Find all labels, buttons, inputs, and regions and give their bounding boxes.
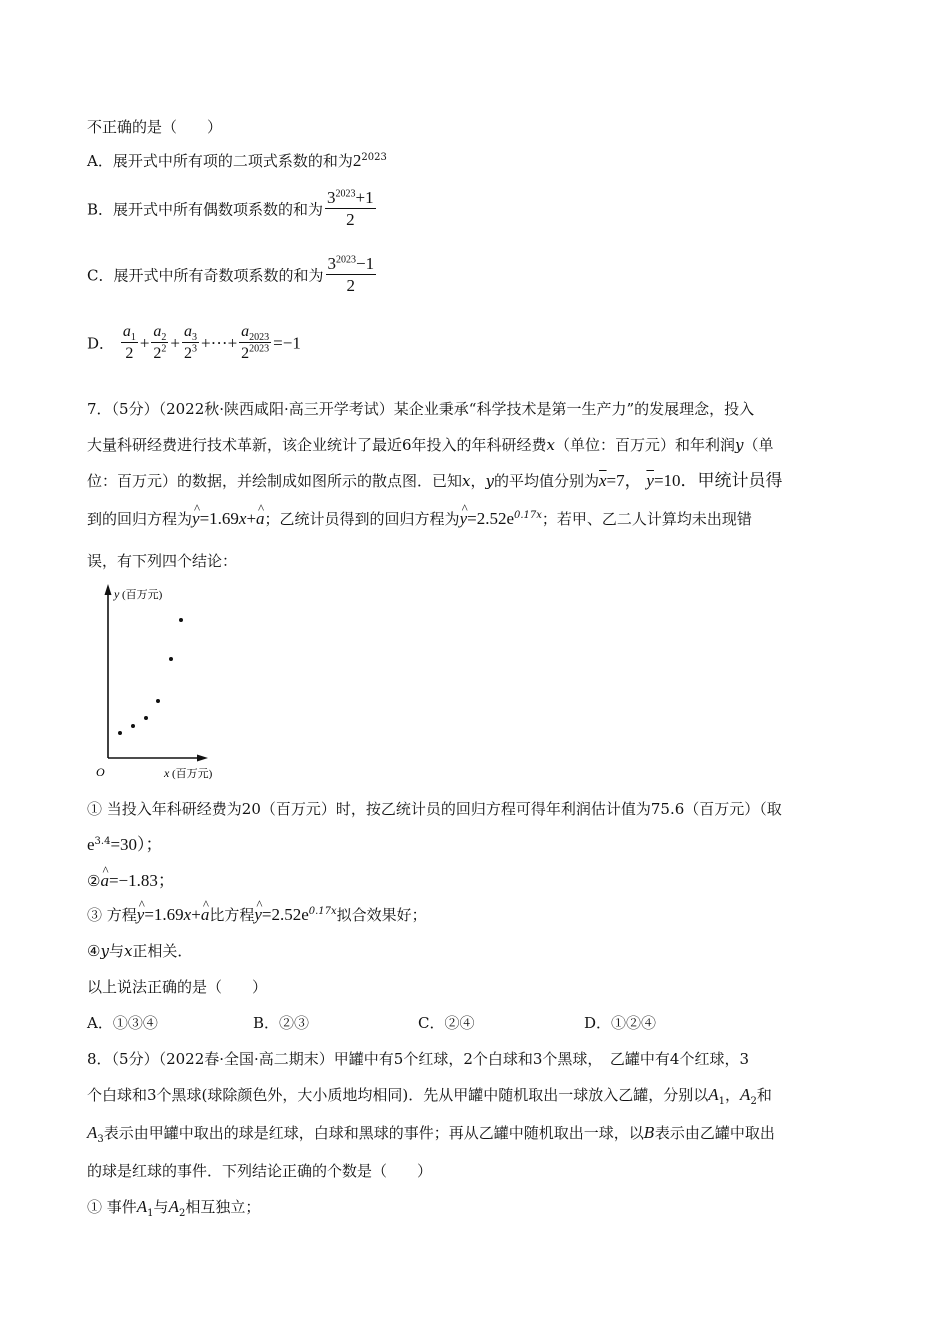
q7-conclusion-2 [87,870,175,892]
q8-line-1: 8．（5分）（2022春·全国·高二期末）甲罐中有5个红球，2个白球和3个黑球， 乙罐中有4个红球，3 [87,1050,750,1068]
q7-choice-b[interactable] [253,1012,309,1033]
var-x: x [238,509,247,528]
text: 位：百万元）的数据，并绘制成如图所示的散点图．已知 [87,472,463,490]
mean-x-value: =7， [606,471,642,490]
event-a: A [87,1123,98,1142]
q7-line-2 [87,434,774,456]
text: ；乙统计员得到的回归方程为 [264,510,460,528]
text: 相互独立； [185,1198,261,1216]
text: 表示由乙罐中取出 [654,1124,775,1142]
q8-line-3 [87,1122,775,1144]
text: 到的回归方程为 [87,510,193,528]
var-x: x [546,436,556,454]
coef: =1.69 [144,905,184,924]
subscript: 3 [97,1134,104,1145]
fraction-numerator-exponent: 2023 [336,254,356,266]
subscript: 2 [750,1096,757,1107]
term-numerator: a [241,323,250,340]
term-subscript: 2023 [249,332,270,344]
text: =30）； [110,835,163,854]
q6-option-a[interactable] [87,150,387,172]
power-base: e [87,835,95,854]
y-hat: ^ y [254,904,262,926]
exponent: 0.17x [308,906,337,917]
term-fraction-1 [121,322,138,365]
scatter-point-1 [118,731,122,735]
power-exponent: 3.4 [94,836,111,847]
event-a: A [136,1197,148,1216]
y-axis-arrow [105,584,112,595]
option-text: 展开式中所有奇数项系数的和为 [113,266,324,285]
term-numerator: a [153,323,162,340]
a-hat: ^ a [100,870,109,892]
text: =−1.83； [108,871,175,890]
x-axis-arrow [197,755,208,762]
term-denominator: 2 [184,345,192,362]
text: ③ 方程 [87,906,137,924]
plus-sign: + [139,333,150,353]
text: （单 [743,436,774,454]
term-numerator: a [184,323,192,340]
term-subscript: 2 [161,332,167,344]
text: 的平均值分别为 [493,472,599,490]
exp-coef: =2.52e [261,905,309,924]
scatter-point-6 [179,618,183,622]
option-label: A． [87,152,113,170]
term-denominator-exponent: 2 [161,343,167,355]
text: 拟合效果好； [336,906,427,924]
q7-choice-a[interactable] [87,1012,158,1033]
q7-line-1: 7．（5分）（2022秋·陕西咸阳·高三开学考试）某企业秉承“科学技术是第一生产力”的发展理念，投入 [87,400,755,418]
exponent: 0.17x [514,510,542,521]
q7-conclusion-1-cont [87,834,163,856]
var-x: x [462,472,471,490]
plus: + [246,509,257,528]
choice-label: A． [87,1014,113,1032]
subscript: 2 [178,1208,186,1219]
coef: =1.69 [199,509,239,528]
q7-ask: 以上说法正确的是（ ） [87,978,268,996]
text: 个白球和3个黑球(球除颜色外，大小质地均相同)．先从甲罐中随机取出一球放入乙罐，分别以 [87,1086,709,1104]
a-hat: ^ a [256,508,265,530]
var-x: x [123,942,133,960]
y-hat: ^ y [460,508,468,530]
scatter-plot [88,582,248,782]
choice-value: ①②④ [611,1014,657,1032]
term-fraction-n [239,322,271,365]
option-text: 展开式中所有项的二项式系数的和为 [112,152,353,170]
q6-stem-tail: 不正确的是（ ） [87,118,223,136]
text: 和 [756,1086,772,1104]
mean-y: $\overline{y}$ [646,471,654,490]
text: （单位：百万元）和年利润 [555,436,736,454]
fraction [325,188,376,231]
term-denominator: 2 [153,345,162,362]
scatter-point-5 [169,657,173,661]
q6-option-c[interactable] [87,254,378,297]
var-y: y [100,942,109,960]
q7-conclusion-3 [87,904,427,926]
q7-choice-d[interactable] [584,1012,656,1033]
choice-value: ①③④ [112,1014,158,1032]
text: 正相关． [132,942,193,960]
scatter-point-2 [131,724,135,728]
y-axis-unit: (百万元) [122,589,163,601]
ellipsis-sum: +···+ [201,333,238,353]
scatter-point-3 [144,716,148,720]
y-hat: ^ y [192,508,200,530]
fraction-numerator-tail: +1 [355,188,374,207]
q6-option-d[interactable] [87,322,301,365]
y-axis-label: y [114,587,120,601]
fraction-numerator-tail: −1 [356,254,375,273]
term-subscript: 3 [192,332,197,344]
var-y: y [485,472,494,490]
fraction-denominator: 2 [346,210,355,229]
event-a: A [740,1085,751,1104]
choice-label: B． [253,1014,280,1032]
x-axis-label: x [164,766,170,780]
q8-line-5 [87,1196,260,1218]
power-base: 2 [352,151,362,170]
text: 大量科研经费进行技术革新，该企业统计了最近6年投入的年科研经费 [87,436,547,454]
x-axis-unit: (百万元) [172,768,213,780]
option-label: C． [87,266,114,285]
q6-option-b[interactable] [87,188,378,231]
choice-label: C． [418,1014,445,1032]
exp-coef: =2.52e [467,509,514,528]
q7-line-3 [87,470,783,492]
term-numerator: a [122,323,131,340]
choice-value: ②④ [444,1014,475,1032]
text: ， [725,1086,741,1104]
text: 表示由甲罐中取出的球是红球，白球和黑球的事件；再从乙罐中随机取出一球，以 [103,1124,644,1142]
term-denominator-exponent: 2023 [249,343,270,355]
mean-y-value: =10．甲统计员得 [653,471,783,490]
text: ② [87,872,101,890]
fraction [326,254,377,297]
option-label: D． [87,334,115,353]
q7-line-4 [87,508,752,530]
subscript: 1 [718,1096,726,1107]
term-fraction-2 [151,322,168,365]
subscript: 1 [147,1208,154,1219]
text: 与 [108,942,124,960]
choice-value: ②③ [279,1014,310,1032]
fraction-numerator-exponent: 2023 [335,188,356,200]
text: ；若甲、乙二人计算均未出现错 [541,510,752,528]
q7-choice-c[interactable] [418,1012,475,1033]
equation-rhs: =−1 [273,333,301,353]
text: 与 [153,1198,169,1216]
text: 比方程 [209,906,255,924]
event-b: B [643,1124,655,1142]
event-a: A [708,1085,719,1104]
text: ④ [87,942,101,960]
var-x: x [183,905,192,924]
q8-line-4: 的球是红球的事件．下列结论正确的个数是（ ） [87,1162,433,1180]
q8-line-2 [87,1084,772,1106]
plus-sign: + [170,333,180,353]
fraction-denominator: 2 [346,276,356,295]
plus: + [191,905,201,924]
text: ① 事件 [87,1198,137,1216]
q7-line-5: 误，有下列四个结论： [87,552,238,570]
power-exponent: 2023 [361,152,387,163]
term-denominator: 2 [241,345,250,362]
fraction-numerator-base: 3 [327,188,336,207]
option-label: B． [87,200,114,219]
event-a: A [168,1197,179,1216]
var-y: y [735,436,744,454]
fraction-numerator-base: 3 [327,254,336,273]
q7-conclusion-1: ① 当投入年科研经费为20（百万元）时，按乙统计员的回归方程可得年利润估计值为75.6（百万元）（取 [87,800,782,818]
q7-conclusion-4 [87,940,192,962]
y-hat: ^ y [137,904,145,926]
term-denominator: 2 [125,345,134,362]
option-text: 展开式中所有偶数项系数的和为 [113,200,324,219]
term-subscript: 1 [130,332,136,344]
text: ， [470,472,486,490]
a-hat: ^ a [201,904,210,926]
origin-label: O [96,765,105,779]
term-denominator-exponent: 3 [192,343,197,355]
term-fraction-3 [182,322,199,365]
scatter-point-4 [156,699,160,703]
mean-x: $\overline{x}$ [599,471,607,490]
choice-label: D． [584,1014,612,1032]
